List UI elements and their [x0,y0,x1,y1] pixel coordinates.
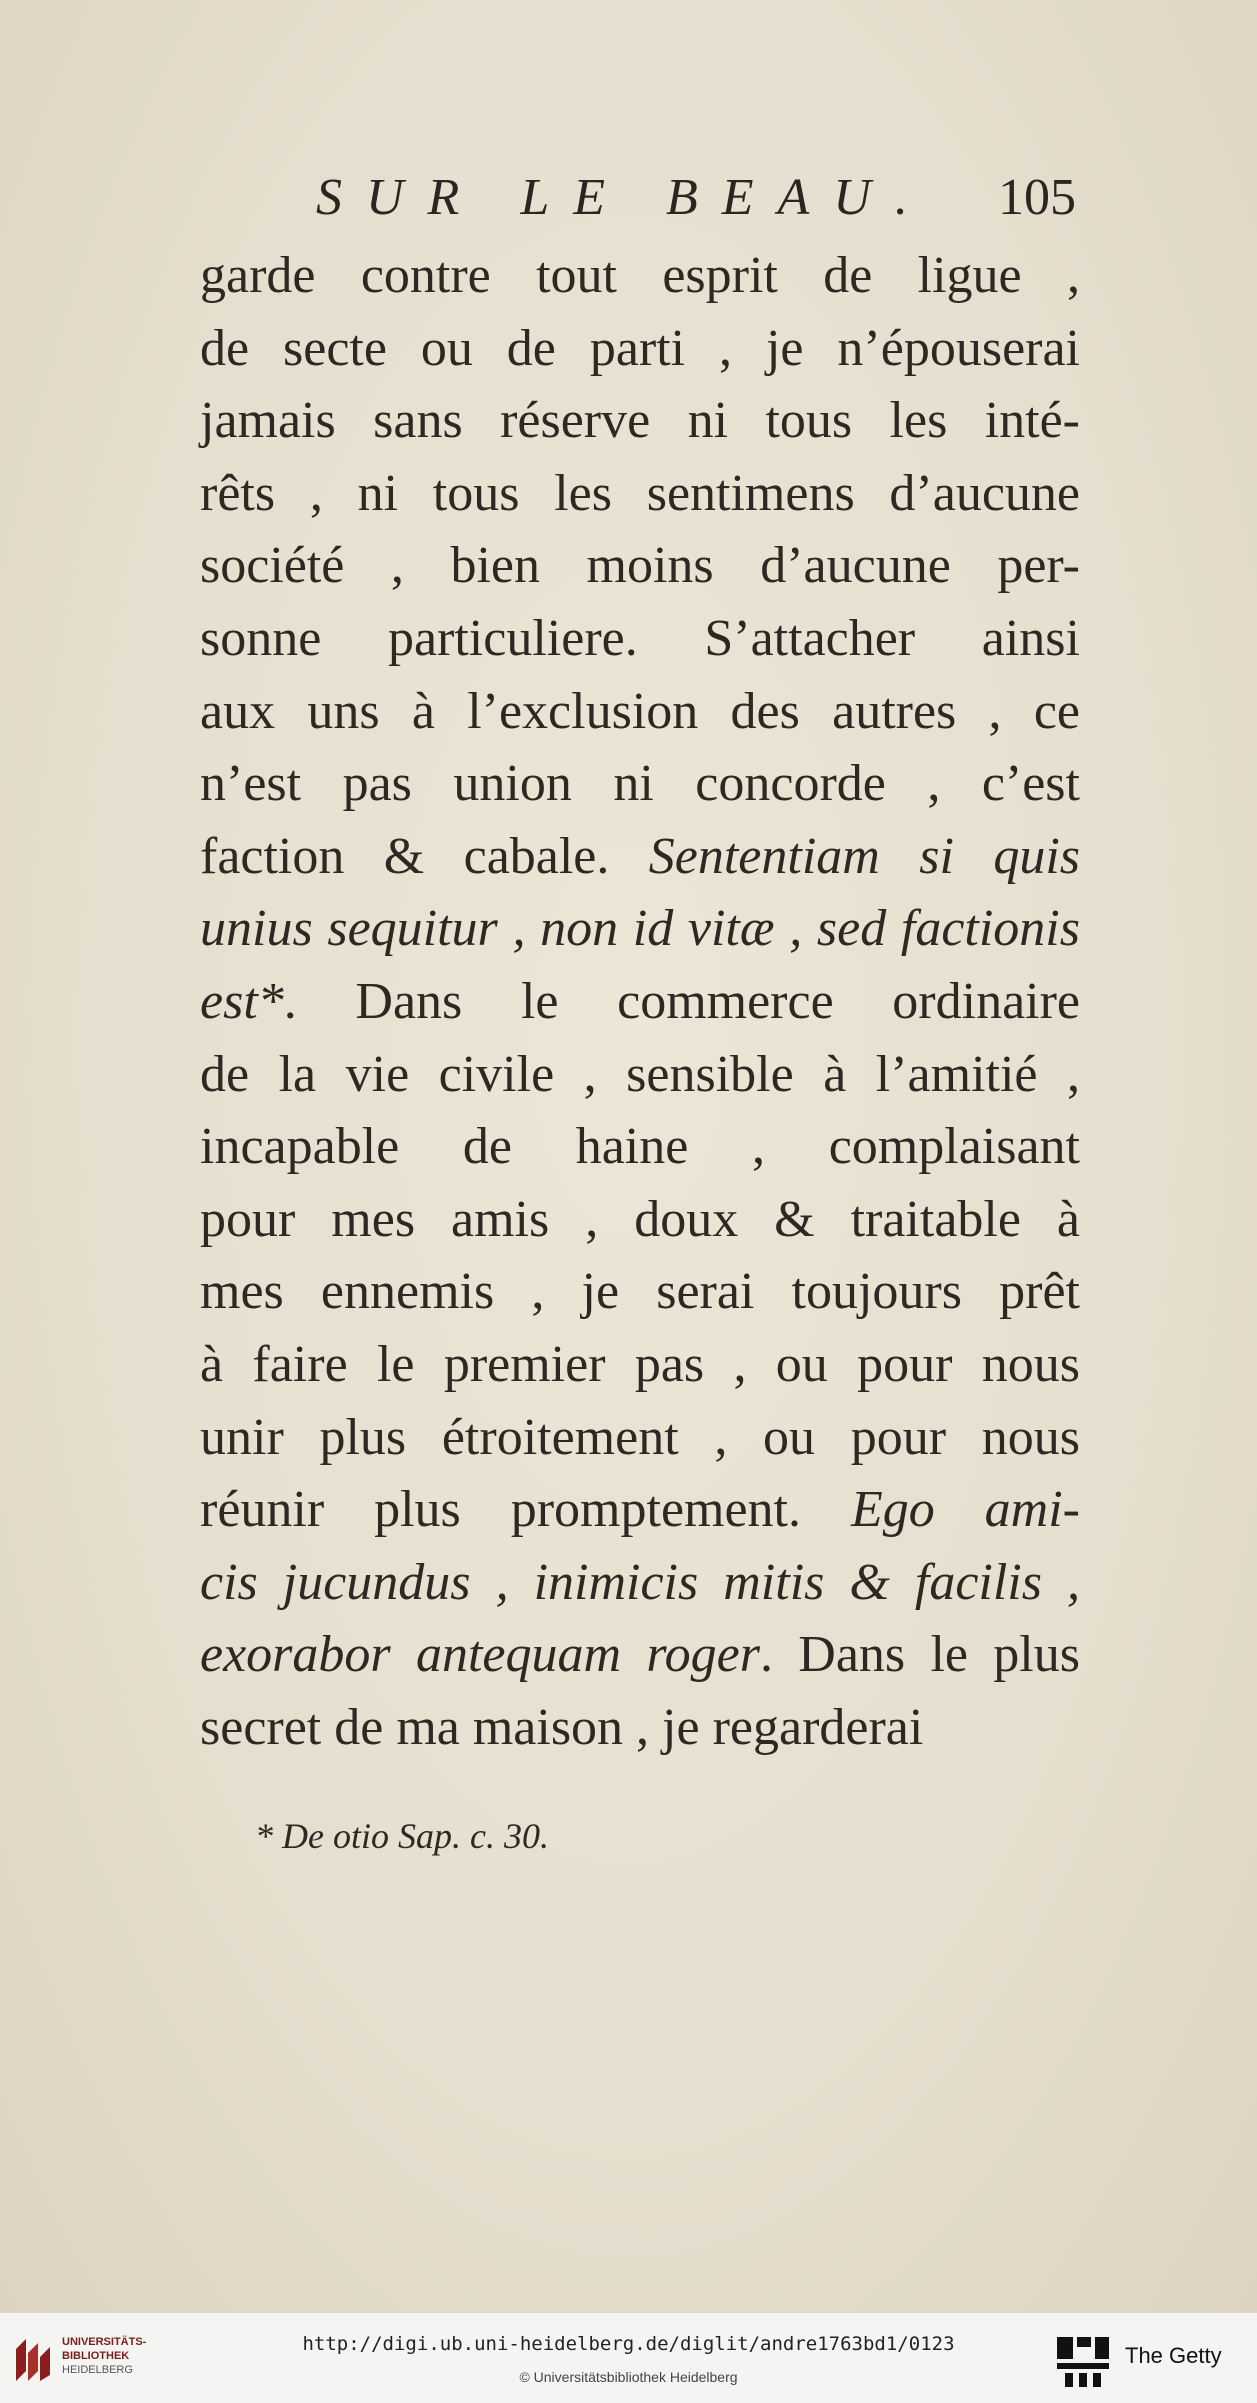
text-segment: de la vie civile , sensible à l’amitié , [200,1045,1080,1103]
text-segment: mes ennemis , je serai toujours prêt [200,1263,1080,1321]
copyright-notice: © Universitätsbibliothek Heidelberg [519,2369,738,2385]
text-line [200,530,1080,603]
text-line [200,1184,1080,1257]
text-line [200,1547,1080,1620]
text-line [200,966,1080,1039]
library-name: UNIVERSITÄTS- BIBLIOTHEK HEIDELBERG [62,2336,147,2376]
text-segment: réunir plus promptement. [200,1481,851,1539]
text-segment: société , bien moins d’aucune per- [200,537,1080,595]
footnote: * De otio Sap. c. 30. [255,1816,549,1856]
text-line [200,821,1080,894]
getty-label: The Getty [1125,2343,1222,2368]
text-segment: garde contre tout esprit de ligue , [200,247,1080,304]
text-line [200,676,1080,749]
page-number: 105 [998,169,1076,226]
text-line [200,1039,1080,1112]
text-segment: incapable de haine , complaisant [200,1118,1080,1176]
text-segment: . Dans le commerce ordinaire [283,972,1080,1030]
body-text [200,240,1080,1764]
viewer-footer [0,2312,1257,2403]
text-segment: rêts , ni tous les sentimens d’aucune [200,464,1080,522]
text-line [200,458,1080,531]
text-segment: n’est pas union ni concorde , c’est [200,755,1080,813]
page-header [316,168,1076,232]
permalink-url[interactable]: http://digi.ub.uni-heidelberg.de/diglit/andre1763bd1/0123 [302,2333,955,2355]
text-segment: aux uns à l’exclusion des autres , ce [200,682,1080,740]
text-segment: jamais sans réserve ni tous les inté- [200,392,1080,450]
text-line [200,893,1080,966]
text-line [200,603,1080,676]
text-line [200,1111,1080,1184]
text-line [200,1474,1080,1547]
running-title: SUR LE BEAU. [316,169,932,226]
text-line [200,1619,1080,1692]
text-segment: sonne particuliere. S’attacher ainsi [200,609,1080,667]
text-line [200,385,1080,458]
text-segment: . Dans le plus [759,1626,1080,1684]
text-line [200,1329,1080,1402]
text-line [200,1256,1080,1329]
italic-text: unius sequitur , non id vitæ , sed factionis [200,900,1080,958]
italic-text: Sententiam si quis [648,827,1080,885]
text-line [200,748,1080,821]
text-segment: faction & cabale. [200,827,649,885]
text-segment: de secte ou de parti , je n’épouserai [200,319,1080,377]
italic-text: cis jucundus , inimicis mitis & facilis , [200,1553,1080,1611]
text-line [200,313,1080,386]
text-segment: secret de ma maison , je regarderai [200,1698,924,1756]
text-line [200,240,1080,313]
text-segment: à faire le premier pas , ou pour nous [200,1335,1080,1393]
italic-text: exorabor antequam roger [200,1626,760,1684]
italic-text: est* [200,972,284,1030]
text-segment: pour mes amis , doux & traitable à [200,1190,1080,1248]
text-segment: unir plus étroitement , ou pour nous [200,1408,1080,1466]
text-line [200,1692,1080,1765]
text-line [200,1402,1080,1475]
getty-logo-icon [1055,2333,1111,2389]
italic-text: Ego ami- [850,1481,1080,1539]
